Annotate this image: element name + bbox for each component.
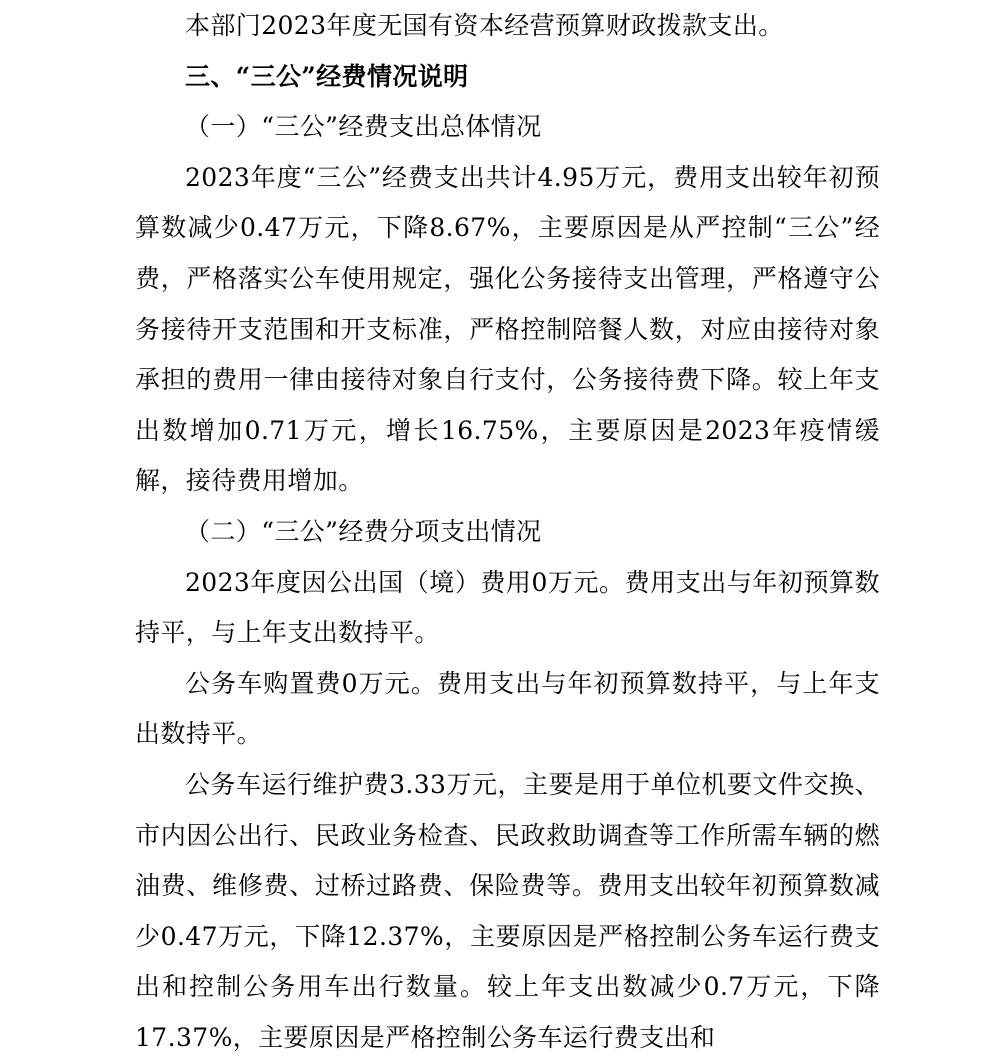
- section-heading-three-public-expenses: 三、“三公”经费情况说明: [185, 61, 469, 91]
- paragraph-vehicle-operation: 公务车运行维护费3.33万元，主要是用于单位机要文件交换、市内因公出行、民政业务检查、民政救助调查等工作所需车辆的燃油费、维修费、过桥过路费、保险费等。费用支出较年初预算数减少0.47万元，下降12.37%，主要原因是严格控制公务车运行费支出和控制公务用车出行数量。较上年支出数减少0.7万元，下降17.37%，主要原因是严格控制公务车运行费支出和: [135, 769, 880, 1052]
- paragraph-vehicle-purchase: 公务车购置费0万元。费用支出与年初预算数持平，与上年支出数持平。: [135, 668, 880, 749]
- document-page: [135, 0, 880, 1063]
- paragraph-overseas-travel: 2023年度因公出国（境）费用0万元。费用支出与年初预算数持平，与上年支出数持平。: [135, 567, 880, 648]
- paragraph-overall-expenditure: 2023年度“三公”经费支出共计4.95万元，费用支出较年初预算数减少0.47万元，下降8.67%，主要原因是从严控制“三公”经费，严格落实公车使用规定，强化公务接待支出管理，严格遵守公务接待开支范围和开支标准，严格控制陪餐人数，对应由接待对象承担的费用一律由接待对象自行支付，公务接待费下降。较上年支出数增加0.71万元，增长16.75%，主要原因是2023年疫情缓解，接待费用增加。: [135, 162, 880, 496]
- subheading-itemized-expenditure: （二）“三公”经费分项支出情况: [185, 516, 542, 546]
- paragraph-no-state-capital-budget: 本部门2023年度无国有资本经营预算财政拨款支出。: [185, 11, 784, 40]
- subheading-overall-expenditure: （一）“三公”经费支出总体情况: [185, 112, 542, 142]
